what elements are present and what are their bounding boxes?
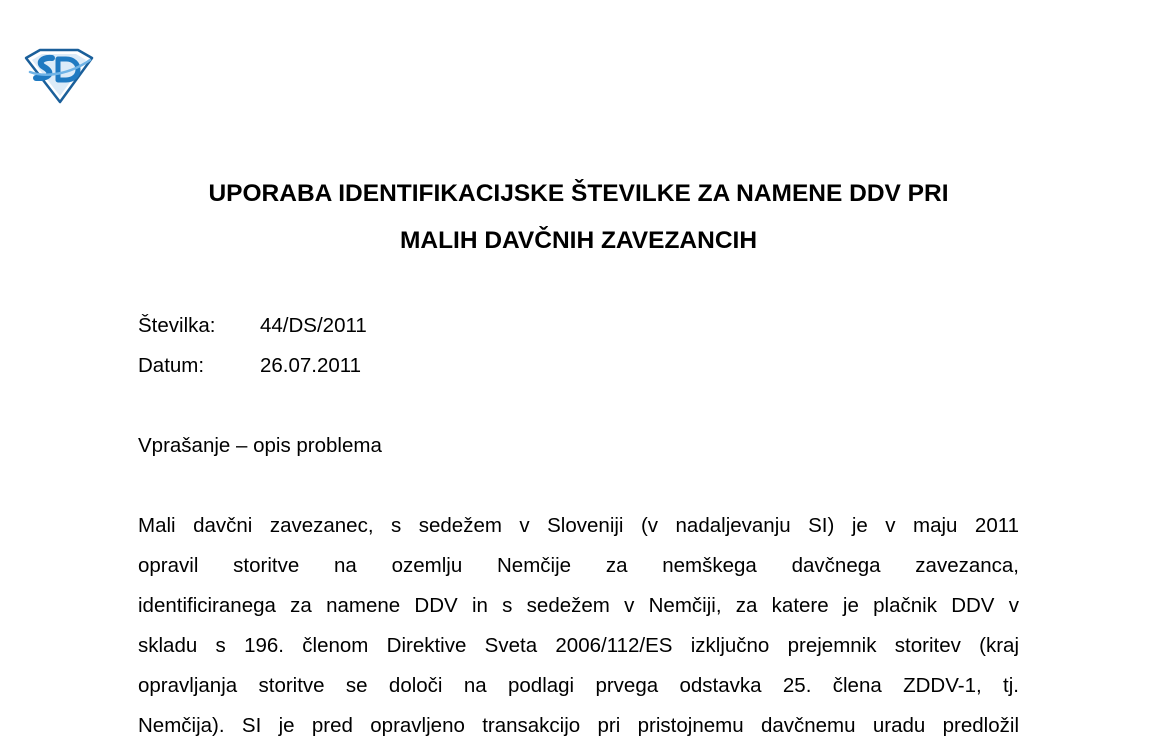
meta-date-value: 26.07.2011 bbox=[260, 354, 362, 377]
company-logo bbox=[22, 48, 96, 104]
paragraph-line: skladu s 196. členom Direktive Sveta 2006/112/ES izključno prejemnik storitev (kraj bbox=[138, 634, 1019, 657]
paragraph-line: opravil storitve na ozemlju Nemčije za nemškega davčnega zavezanca, bbox=[138, 554, 1019, 577]
sd-logo-icon bbox=[22, 48, 96, 104]
meta-number-label: Številka: bbox=[138, 314, 216, 337]
document-title-line-2: MALIH DAVČNIH ZAVEZANCIH bbox=[399, 227, 758, 254]
meta-date-label: Datum: bbox=[138, 354, 205, 377]
paragraph-line: opravljanja storitve se določi na podlagi prvega odstavka 25. člena ZDDV-1, tj. bbox=[138, 674, 1019, 697]
meta-number-row bbox=[138, 306, 367, 346]
meta-date-row bbox=[138, 346, 361, 386]
meta-number-value: 44/DS/2011 bbox=[260, 314, 367, 337]
paragraph-line: identificiranega za namene DDV in s sedežem v Nemčiji, za katere je plačnik DDV v bbox=[138, 594, 1019, 617]
paragraph-line: Nemčija). SI je pred opravljeno transakcijo pri pristojnemu davčnemu uradu predložil bbox=[138, 714, 1019, 737]
section-heading: Vprašanje – opis problema bbox=[138, 434, 382, 457]
paragraph-line: Mali davčni zavezanec, s sedežem v Sloveniji (v nadaljevanju SI) je v maju 2011 bbox=[138, 514, 1019, 537]
document-title-line-1: UPORABA IDENTIFIKACIJSKE ŠTEVILKE ZA NAMENE DDV PRI bbox=[208, 180, 949, 207]
